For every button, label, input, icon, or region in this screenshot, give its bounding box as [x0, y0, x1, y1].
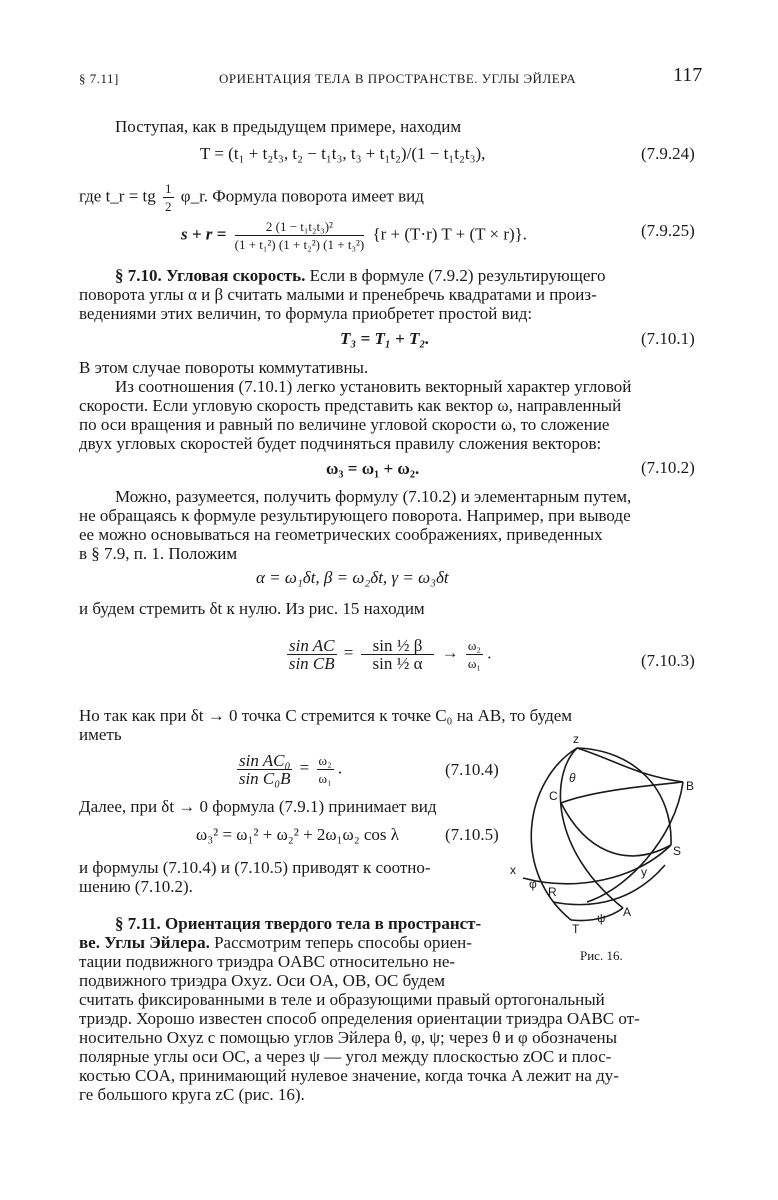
equation-7-10-3: $\frac{\text{sin AC}}{\text{sin CB}}$ = $\frac{\text{sin ½ β}}{\text{sin ½ α}}$ → $\frac{\text{ω₂}}{\text{ω₁}}$ . — [288, 636, 492, 673]
section-heading-7-11-cont: ве. Углы Эйлера. — [79, 933, 210, 952]
great-circle-arc — [561, 782, 683, 803]
fraction-denominator: sin ½ α — [372, 654, 423, 673]
label-C: C — [549, 789, 558, 803]
text-line — [79, 933, 472, 952]
label-phi: φ — [529, 877, 537, 891]
fraction-denominator: sin CB — [288, 654, 335, 673]
label-A: A — [623, 905, 632, 919]
text-line: костью COA, принимающий нулевое значение, когда точка A лежит на ду- — [79, 1066, 619, 1085]
fraction-denominator: ω₁ — [467, 656, 481, 671]
label-z: z — [573, 732, 579, 746]
section-heading-7-11: § 7.11. Ориентация твердого тела в пространст- — [115, 914, 482, 933]
text-fragment: Если в формуле (7.9.2) результирующего — [309, 266, 606, 285]
text-line: считать фиксированными в теле и образующими правый ортогональный — [79, 990, 605, 1009]
equation-number: (7.9.24) — [641, 144, 695, 163]
equation-fraction — [466, 637, 483, 672]
fraction-numerator: 2 (1 − t₁t₂t₃)² — [235, 218, 365, 236]
header-section-ref: § 7.11] — [79, 71, 119, 86]
text-line: триэдр. Хорошо известен способ определения ориентации триэдра OABC от- — [79, 1009, 640, 1028]
page-number: 117 — [673, 64, 703, 86]
equation-rhs: {r + (T·r) T + (T × r)}. — [372, 224, 528, 244]
fraction-denominator: (1 + t₁²) (1 + t₂²) (1 + t₃²) — [234, 237, 365, 252]
text-line: Далее, при δt → 0 формула (7.9.1) принимает вид — [79, 797, 437, 816]
label-R: R — [548, 885, 557, 899]
text-line: иметь — [79, 725, 122, 744]
text-line: и будем стремить δt к нулю. Из рис. 15 находим — [79, 599, 425, 618]
equation-number: (7.10.2) — [641, 458, 695, 477]
outer-arc — [577, 748, 671, 845]
text-line: В этом случае повороты коммутативны. — [79, 358, 369, 377]
text-line: ее можно основываться на геометрических соображениях, приведенных — [79, 525, 603, 544]
figure-caption: Рис. 16. — [580, 948, 623, 963]
text-line: поворота углы α и β считать малыми и пренебречь квадратами и произ- — [79, 285, 597, 304]
text-line: и формулы (7.10.4) и (7.10.5) приводят к соотно- — [79, 858, 431, 877]
text-line: Но так как при δt → 0 точка C стремится к точке C₀ на AB, то будем — [79, 706, 573, 725]
text-line: полярные углы оси OC, а через ψ — угол между плоскостью zOC и плос- — [79, 1047, 612, 1066]
text-line: ге большого круга zC (рис. 16). — [79, 1085, 305, 1104]
text-line: скорости. Если угловую скорость представить как вектор ω, направленный — [79, 396, 622, 415]
text-line: не обращаясь к формуле результирующего поворота. Например, при выводе — [79, 506, 631, 525]
fraction-numerator: sin AC — [289, 636, 335, 655]
fraction-numerator: sin AC₀ — [239, 751, 291, 770]
equation-number: (7.10.1) — [641, 329, 695, 348]
label-T: T — [572, 922, 580, 936]
text-line: двух угловых скоростей будет подчиняться правилу сложения векторов: — [79, 434, 602, 453]
text-line: Можно, разумеется, получить формулу (7.10.2) и элементарным путем, — [115, 487, 632, 506]
label-psi: ψ — [597, 911, 606, 925]
figure-16-spherical-diagram — [505, 730, 710, 940]
equation-substitution: α = ω₁δt, β = ω₂δt, γ = ω₃δt — [256, 568, 449, 587]
meridian-arc — [577, 748, 683, 782]
fraction-numerator: ω₂ — [467, 638, 481, 653]
equation-number: (7.10.4) — [445, 760, 499, 779]
label-y: y — [641, 865, 647, 879]
text-line: Из соотношения (7.10.1) легко установить векторный характер угловой — [115, 377, 632, 396]
fraction-denominator: sin C₀B — [238, 769, 291, 788]
equation-7-10-2: ω₃ = ω₁ + ω₂. — [326, 459, 420, 478]
equation-fraction — [287, 637, 337, 672]
equator-arc — [523, 845, 671, 884]
text-line: по оси вращения и равный по величине угловой скорости ω, то сложение — [79, 415, 610, 434]
section-heading-7-10: § 7.10. Угловая скорость. — [115, 266, 306, 285]
fraction-numerator: sin ½ β — [361, 637, 435, 655]
equation-fraction — [235, 218, 365, 253]
text-line: носительно Oxyz с помощью углов Эйлера θ, φ, ψ; через θ и φ обозначены — [79, 1028, 618, 1047]
fraction-one-half: $\frac{1}{2}$ — [165, 181, 172, 214]
text-fragment: где t_r = tg — [79, 186, 156, 206]
equation-7-10-4: $\frac{\text{sin AC₀}}{\text{sin C₀B}}$ = $\frac{\text{ω₂}}{\text{ω₁}}$ . — [238, 751, 343, 788]
text-line: тации подвижного триэдра OABC относительно не- — [79, 952, 456, 971]
label-x: x — [510, 863, 516, 877]
label-S: S — [673, 844, 682, 858]
equation-7-9-25 — [181, 218, 527, 253]
equation-fraction — [361, 637, 435, 672]
equation-7-10-5: ω₃² = ω₁² + ω₂² + 2ω₁ω₂ cos λ — [196, 825, 400, 844]
text-fragment: Рассмотрим теперь способы ориен- — [214, 933, 472, 952]
text-line: ведениями этих величин, то формула приобретет простой вид: — [79, 304, 533, 323]
equation-number: (7.10.3) — [641, 651, 695, 670]
equation-fraction — [317, 752, 334, 787]
equation-number: (7.9.25) — [641, 221, 695, 240]
label-B: B — [686, 779, 695, 793]
great-circle-arc — [587, 782, 683, 902]
equation-7-10-1: T₃ = T₁ + T₂. — [340, 329, 430, 348]
equation-7-9-24: T = (t₁ + t₂t₃, t₂ − t₁t₃, t₃ + t₁t₂)/(1 − t₁t₂t₃), — [200, 144, 486, 163]
fraction-denominator: ω₁ — [318, 771, 332, 786]
equation-lhs: s + r = — [181, 224, 227, 244]
label-theta: θ — [569, 771, 576, 785]
text-fragment: φ_r. Формула поворота имеет вид — [180, 186, 424, 206]
equator-arc — [553, 865, 665, 905]
fraction-numerator: ω₂ — [318, 753, 332, 768]
text-line: шению (7.10.2). — [79, 877, 193, 896]
running-title: ОРИЕНТАЦИЯ ТЕЛА В ПРОСТРАНСТВЕ. УГЛЫ ЭЙЛЕРА — [219, 71, 577, 86]
text-line — [79, 180, 424, 215]
text-line: подвижного триэдра Oxyz. Оси OA, OB, OC будем — [79, 971, 446, 990]
text-line: Поступая, как в предыдущем примере, находим — [115, 117, 462, 136]
text-line — [115, 266, 605, 285]
equation-fraction — [237, 752, 292, 787]
text-line: в § 7.9, п. 1. Положим — [79, 544, 238, 563]
equation-number: (7.10.5) — [445, 825, 499, 844]
